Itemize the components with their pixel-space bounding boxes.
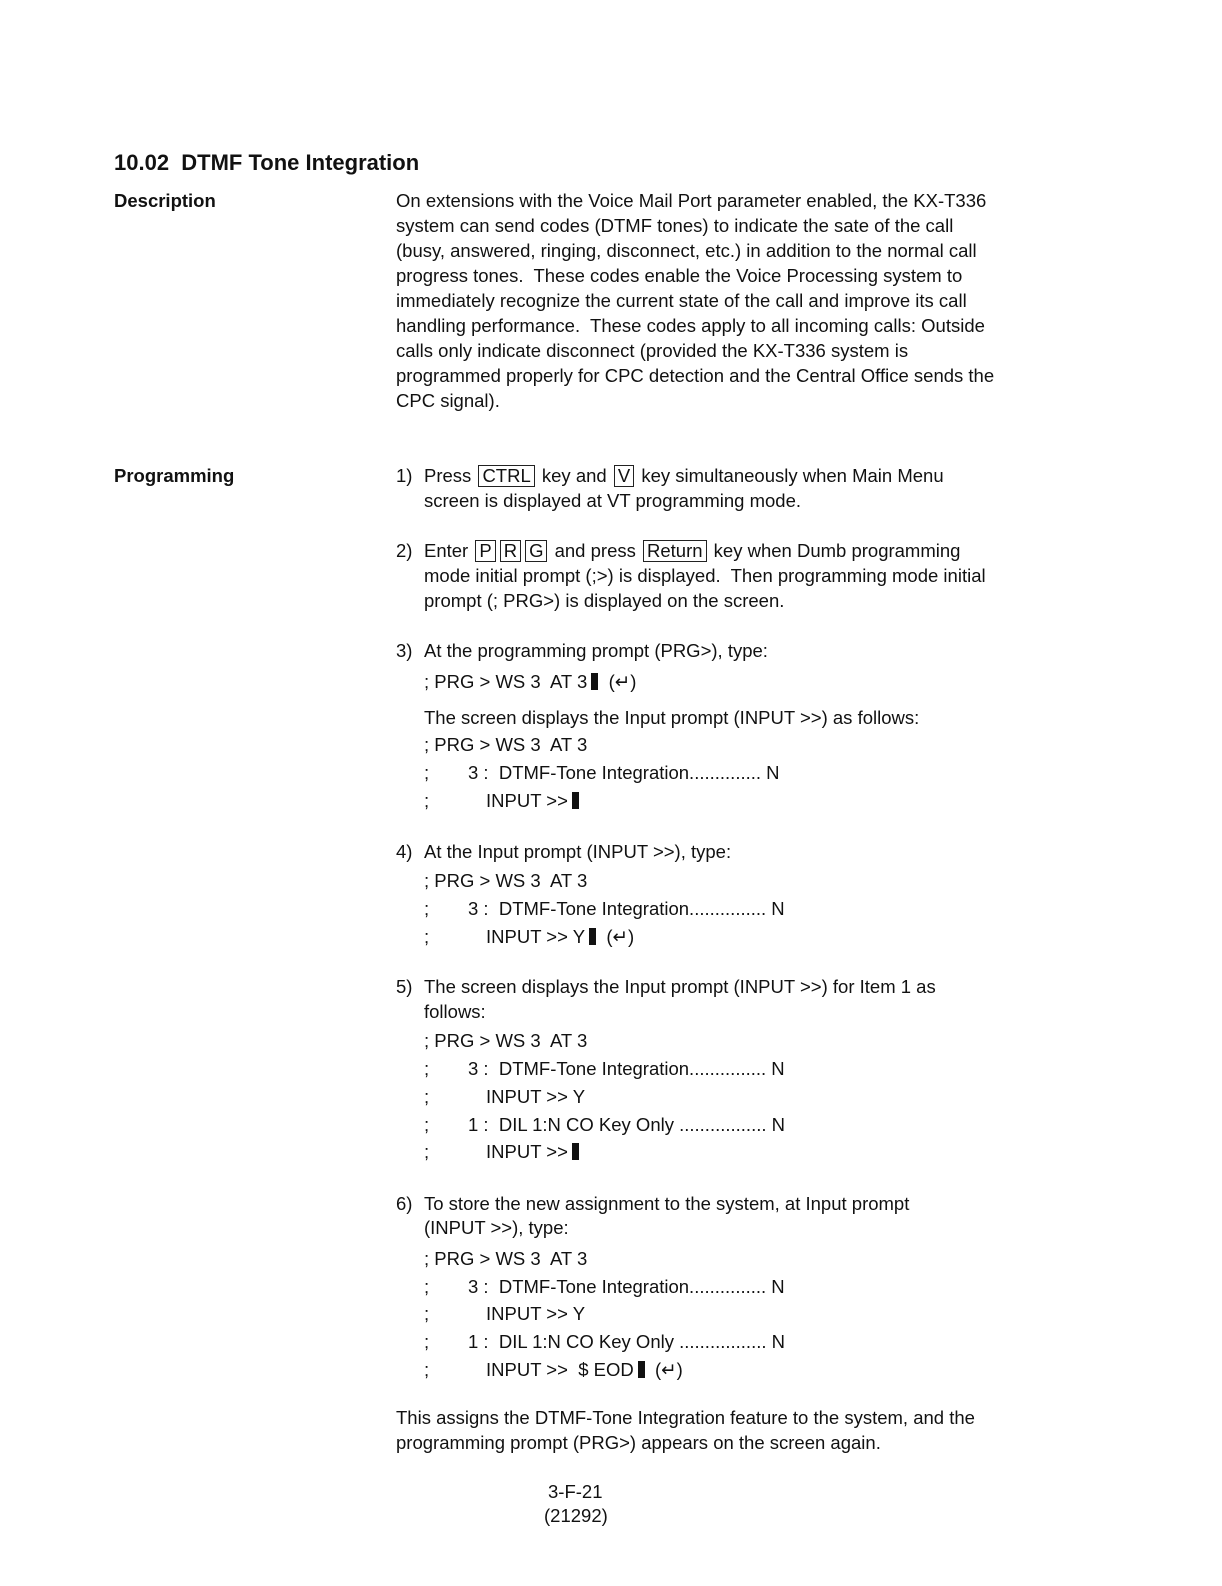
step-6-line-1: To store the new assignment to the system, at Input prompt: [424, 1193, 910, 1214]
programming-label: Programming: [114, 465, 235, 486]
g-key: G: [525, 540, 547, 562]
step-5-code-3: INPUT >> Y: [486, 1086, 586, 1107]
step-3-code-1: ; PRG > WS 3 AT 3 (↵): [424, 671, 637, 692]
enter-key-icon: (↵): [655, 1359, 683, 1380]
enter-key-icon: (↵): [608, 671, 637, 692]
cursor: [589, 928, 596, 945]
cursor: [591, 673, 598, 690]
step-6-code-1: ; PRG > WS 3 AT 3: [424, 1248, 588, 1269]
step-4-number: 4): [396, 841, 413, 862]
step-6-code-5: INPUT >> $ EOD (↵): [486, 1359, 683, 1380]
cursor: [572, 792, 579, 809]
v-key: V: [614, 465, 634, 487]
semicolon: ;: [424, 926, 430, 947]
description-line: On extensions with the Voice Mail Port parameter enabled, the KX-T336: [396, 190, 987, 211]
description-line: handling performance. These codes apply to all incoming calls: Outside: [396, 315, 985, 336]
step-5-line-2: follows:: [424, 1001, 486, 1022]
step-6-code-4: 1 : DIL 1:N CO Key Only ................. N: [468, 1331, 785, 1352]
description-line: CPC signal).: [396, 390, 500, 411]
step-5-code-2: 3 : DTMF-Tone Integration............... N: [468, 1058, 785, 1079]
step-2-number: 2): [396, 540, 413, 561]
step-5-number: 5): [396, 976, 413, 997]
step-6-code-3: INPUT >> Y: [486, 1303, 586, 1324]
semicolon: ;: [424, 790, 430, 811]
step-3-code-2: ; PRG > WS 3 AT 3: [424, 734, 588, 755]
step-1-line-1: Press CTRL key and V key simultaneously when Main Menu: [424, 465, 944, 486]
step-6-code-2: 3 : DTMF-Tone Integration............... N: [468, 1276, 785, 1297]
step-6-line-2: (INPUT >>), type:: [424, 1217, 569, 1238]
step-3-code-3: 3 : DTMF-Tone Integration.............. N: [468, 762, 780, 783]
semicolon: ;: [424, 1086, 430, 1107]
semicolon: ;: [424, 1058, 430, 1079]
closing-line-2: programming prompt (PRG>) appears on the screen again.: [396, 1432, 881, 1453]
step-5-code-5: INPUT >>: [486, 1140, 579, 1164]
step-3-code-4: INPUT >>: [486, 789, 579, 813]
cursor: [572, 1143, 579, 1160]
description-line: progress tones. These codes enable the Voice Processing system to: [396, 265, 963, 286]
semicolon: ;: [424, 1141, 430, 1162]
step-4-code-2: 3 : DTMF-Tone Integration............... N: [468, 898, 785, 919]
step-3-line-2: The screen displays the Input prompt (INPUT >>) as follows:: [424, 707, 920, 728]
description-line: programmed properly for CPC detection and the Central Office sends the: [396, 365, 995, 386]
step-3-number: 3): [396, 640, 413, 661]
document-code: (21292): [544, 1505, 608, 1526]
step-4-line-1: At the Input prompt (INPUT >>), type:: [424, 841, 732, 862]
description-line: calls only indicate disconnect (provided the KX-T336 system is: [396, 340, 909, 361]
step-2-line-2: mode initial prompt (;>) is displayed. Then programming mode initial: [424, 565, 986, 586]
description-line: immediately recognize the current state of the call and improve its call: [396, 290, 967, 311]
enter-key-icon: (↵): [606, 926, 635, 947]
r-key: R: [500, 540, 521, 562]
semicolon: ;: [424, 762, 430, 783]
step-4-code-1: ; PRG > WS 3 AT 3: [424, 870, 588, 891]
step-1-number: 1): [396, 465, 413, 486]
closing-line-1: This assigns the DTMF-Tone Integration feature to the system, and the: [396, 1407, 975, 1428]
ctrl-key: CTRL: [478, 465, 534, 487]
page-number: 3-F-21: [548, 1481, 603, 1502]
section-title: 10.02 DTMF Tone Integration: [114, 150, 420, 175]
semicolon: ;: [424, 1114, 430, 1135]
description-line: system can send codes (DTMF tones) to indicate the sate of the call: [396, 215, 954, 236]
semicolon: ;: [424, 898, 430, 919]
p-key: P: [475, 540, 495, 562]
step-4-code-3: INPUT >> Y (↵): [486, 926, 635, 947]
step-6-number: 6): [396, 1193, 413, 1214]
step-5-code-1: ; PRG > WS 3 AT 3: [424, 1030, 588, 1051]
semicolon: ;: [424, 1359, 430, 1380]
semicolon: ;: [424, 1276, 430, 1297]
semicolon: ;: [424, 1331, 430, 1352]
semicolon: ;: [424, 1303, 430, 1324]
cursor: [638, 1361, 645, 1378]
step-2-line-1: Enter P R G and press Return key when Dumb programming: [424, 540, 961, 561]
description-label: Description: [114, 190, 216, 211]
return-key: Return: [643, 540, 707, 562]
description-line: (busy, answered, ringing, disconnect, etc.) in addition to the normal call: [396, 240, 977, 261]
step-5-line-1: The screen displays the Input prompt (INPUT >>) for Item 1 as: [424, 976, 936, 997]
step-1-line-2: screen is displayed at VT programming mode.: [424, 490, 802, 511]
step-5-code-4: 1 : DIL 1:N CO Key Only ................. N: [468, 1114, 785, 1135]
step-2-line-3: prompt (; PRG>) is displayed on the screen.: [424, 590, 785, 611]
step-3-line-1: At the programming prompt (PRG>), type:: [424, 640, 768, 661]
